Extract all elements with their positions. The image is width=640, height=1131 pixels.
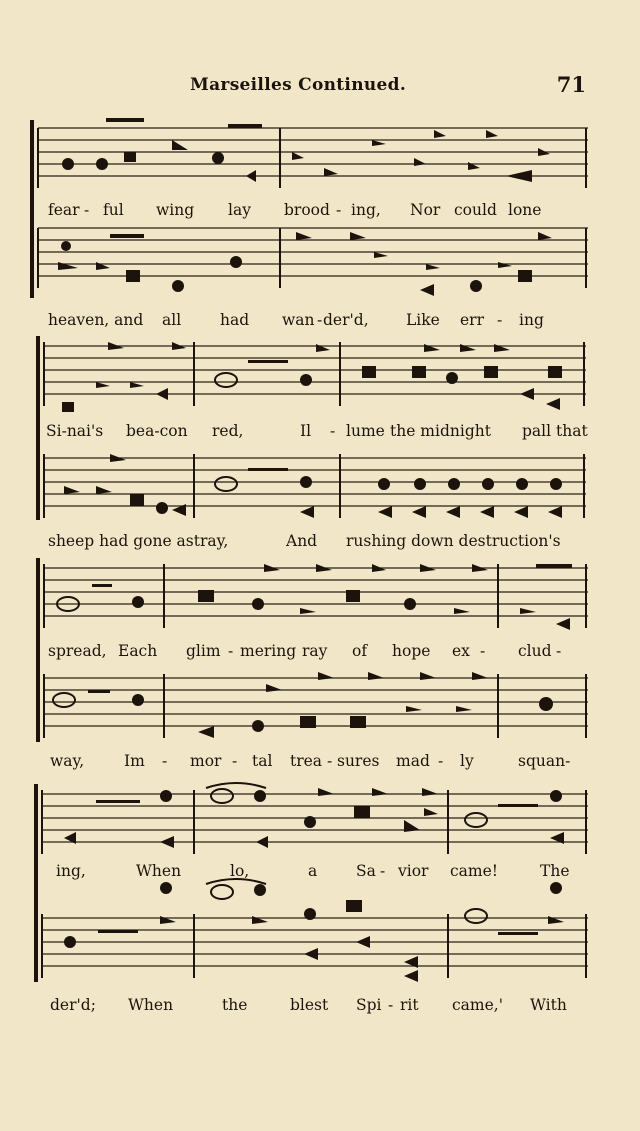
music-system-4: [0, 776, 640, 1026]
lyric-word: bea-con: [126, 422, 188, 440]
lyric-word: could: [454, 201, 497, 219]
lyric-word: the midnight: [390, 422, 491, 440]
lyric-word: had: [220, 311, 250, 329]
lyric-hyphen: -: [556, 642, 562, 660]
staff-lines-system-4: [0, 776, 640, 1026]
lyric-word: Si-nai's: [46, 422, 104, 440]
lyric-word: Nor: [410, 201, 441, 219]
page-number: 71: [556, 72, 586, 97]
lyric-word: spread,: [48, 642, 107, 660]
lyric-word: When: [128, 996, 174, 1014]
lyric-word: pall that: [522, 422, 588, 440]
lyric-word: blest: [290, 996, 329, 1014]
lyric-word: ing: [519, 311, 544, 329]
lyric-word: rushing down destruction's: [346, 532, 561, 550]
lyric-word: the: [222, 996, 248, 1014]
lyric-word: heaven, and: [48, 311, 144, 329]
lyric-hyphen: -: [438, 752, 444, 770]
lyric-word: rit: [400, 996, 419, 1014]
lyric-word: Sa: [356, 862, 376, 880]
lyric-word: tal: [252, 752, 273, 770]
lyric-hyphen: -: [228, 642, 234, 660]
lyric-hyphen: -: [232, 752, 238, 770]
lyric-word: mor: [190, 752, 222, 770]
lyric-word: squan-: [518, 752, 571, 770]
lyric-word: a: [308, 862, 318, 880]
lyric-word: vior: [398, 862, 429, 880]
lyric-hyphen: -: [327, 752, 333, 770]
page-title: Marseilles Continued.: [190, 75, 407, 95]
lyric-word: err: [460, 311, 484, 329]
lyric-word: Each: [118, 642, 158, 660]
lyric-word: ing,: [56, 862, 86, 880]
lyric-word: sheep had gone astray,: [48, 532, 229, 550]
lyric-word: ray: [302, 642, 328, 660]
lyric-word: When: [136, 862, 182, 880]
lyric-word: came!: [450, 862, 499, 880]
lyric-word: ful: [103, 201, 124, 219]
lyric-hyphen: -: [388, 996, 394, 1014]
lyric-word: hope: [392, 642, 431, 660]
lyric-word: The: [540, 862, 570, 880]
lyric-word: ing,: [351, 201, 381, 219]
lyric-word: of: [352, 642, 368, 660]
lyric-hyphen: -: [336, 201, 342, 219]
lyric-hyphen: -: [330, 422, 336, 440]
music-system-1: [0, 118, 640, 329]
lyric-word: der'd,: [323, 311, 369, 329]
lyric-word: Il: [300, 422, 312, 440]
lyric-hyphen: -: [380, 862, 386, 880]
lyric-word: brood: [284, 201, 330, 219]
lyric-word: And: [286, 532, 318, 550]
lyric-word: lay: [228, 201, 251, 219]
lyric-word: ly: [460, 752, 474, 770]
lyric-word: mering: [240, 642, 297, 660]
lyric-word: mad: [396, 752, 430, 770]
lyric-word: lone: [508, 201, 542, 219]
lyric-word: sures: [337, 752, 380, 770]
lyric-word: red,: [212, 422, 244, 440]
lyric-hyphen: -: [497, 311, 503, 329]
lyric-word: all: [162, 311, 182, 329]
lyric-word: fear: [48, 201, 80, 219]
lyric-hyphen: -: [480, 642, 486, 660]
lyric-word: Like: [406, 311, 440, 329]
lyric-word: Spi: [356, 996, 382, 1014]
music-system-2: [0, 336, 640, 550]
lyric-word: glim: [186, 642, 221, 660]
lyric-hyphen: -: [317, 311, 323, 329]
lyric-word: wing: [156, 201, 195, 219]
lyric-word: way,: [50, 752, 85, 770]
lyric-word: With: [530, 996, 567, 1014]
lyric-word: wan: [282, 311, 315, 329]
lyric-word: der'd;: [50, 996, 96, 1014]
lyric-hyphen: -: [162, 752, 168, 770]
lyric-hyphen: -: [84, 201, 90, 219]
music-system-3: [0, 556, 640, 770]
lyric-word: trea: [290, 752, 323, 770]
lyric-word: lume: [346, 422, 385, 440]
lyric-word: Im: [124, 752, 145, 770]
lyric-word: lo,: [230, 862, 250, 880]
lyric-word: ex: [452, 642, 470, 660]
lyric-word: clud: [518, 642, 552, 660]
lyric-word: came,': [452, 996, 503, 1014]
